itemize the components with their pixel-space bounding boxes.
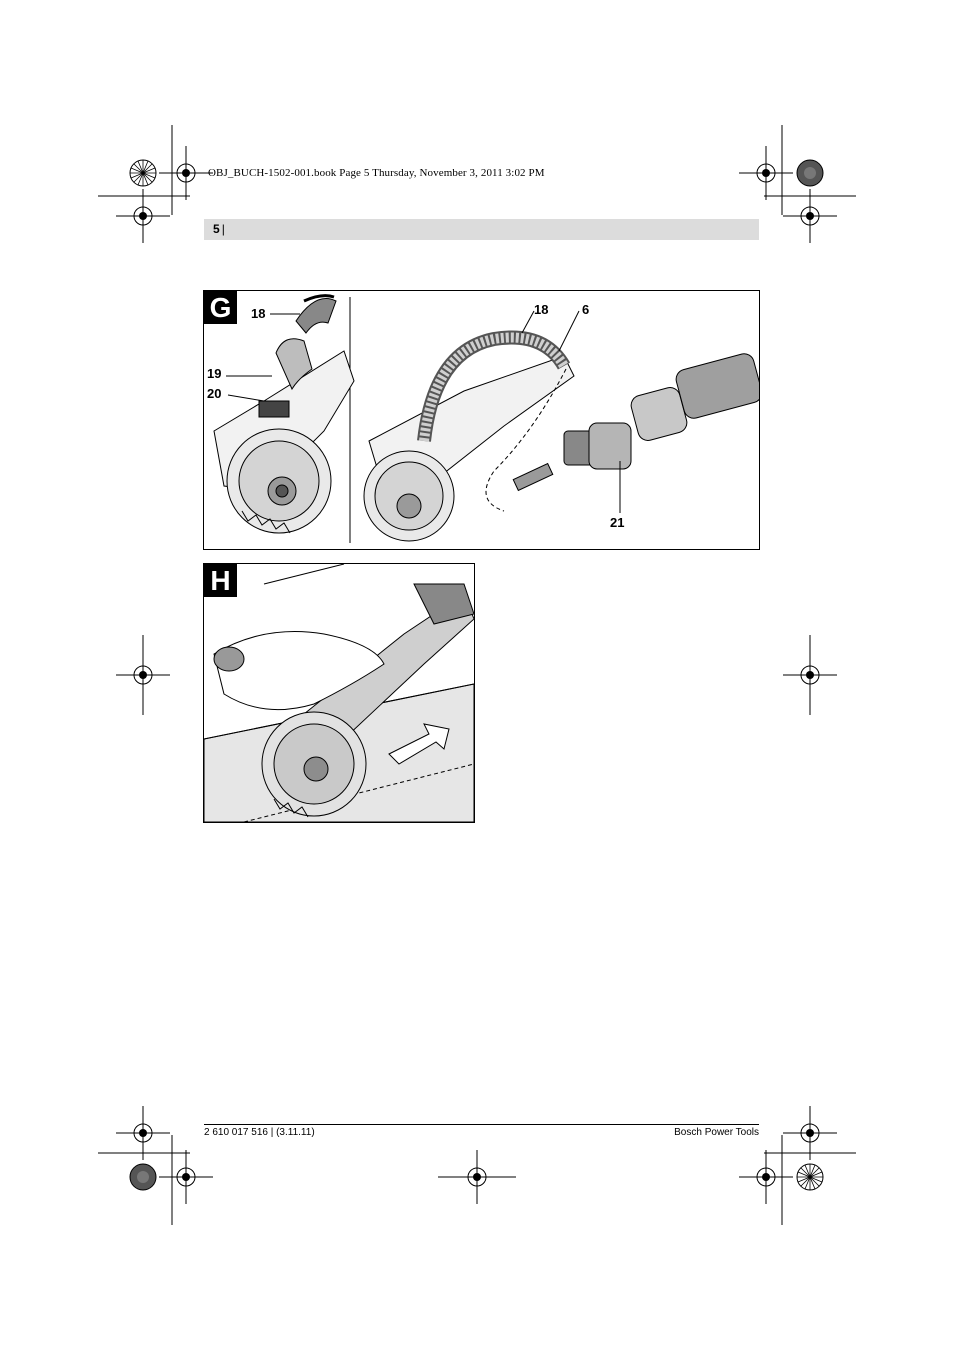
callout-6: 6 (582, 302, 590, 317)
callout-18-right: 18 (534, 302, 549, 317)
footer-doc-code: 2 610 017 516 | (3.11.11) (204, 1127, 315, 1138)
rosette-mark-bottom-right (797, 1164, 823, 1190)
crosshair-mark (783, 1106, 837, 1160)
footer-brand: Bosch Power Tools (674, 1127, 759, 1138)
grinder-illustration-left (214, 296, 354, 533)
callout-20: 20 (207, 386, 222, 401)
figure-label: H (204, 564, 237, 597)
crosshair-mark (739, 146, 793, 200)
figure-h (203, 563, 475, 823)
figure-g (203, 290, 760, 550)
crosshair-mark (783, 189, 837, 243)
figure-g-drawing (204, 291, 759, 549)
book-header-info: OBJ_BUCH-1502-001.book Page 5 Thursday, November 3, 2011 3:02 PM (208, 167, 545, 179)
figure-label: G (204, 291, 237, 324)
page-header-bar (204, 219, 759, 240)
callout-19: 19 (207, 366, 222, 381)
cutting-illustration (204, 564, 474, 822)
callout-21: 21 (610, 515, 625, 530)
figure-h-drawing (204, 564, 474, 822)
rosette-mark-bottom-left (130, 1164, 156, 1190)
crosshair-mark (116, 189, 170, 243)
grinder-illustration-right (364, 338, 759, 541)
rosette-mark-top-right (797, 160, 823, 186)
footer-rule (204, 1124, 759, 1125)
rosette-mark-top-left (130, 160, 156, 186)
crosshair-mark (159, 146, 213, 200)
callout-18-left: 18 (251, 306, 266, 321)
crosshair-mark (159, 1150, 213, 1204)
crosshair-mark (116, 1106, 170, 1160)
page-number: 5 | (213, 222, 225, 236)
crosshair-mark (739, 1150, 793, 1204)
